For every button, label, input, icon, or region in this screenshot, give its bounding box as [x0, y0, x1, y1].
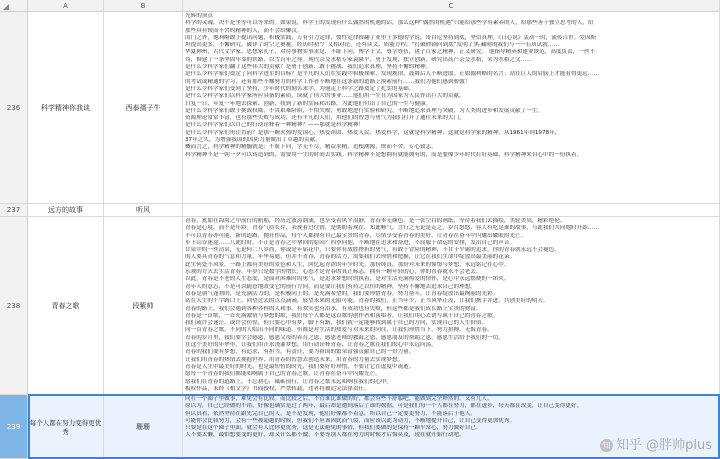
text-line: 科学精神不是一朝一夕可以铸造到的，需要用一生的时间去实践。科学精神不是想拥有就能拥有的，而是要像少年时代打好基础，科学精神来自心中的一份执着。	[185, 151, 583, 158]
text-line: 以此，青春是不老的人生态度，是面对困难时的勇气，是追求梦想时的执着，是对生活充满热爱的情怀，是心中永远燃烧的一团火。	[185, 276, 510, 283]
text-line: 是什么令科学家们敢于挑战权威，不畏艰难险阻，不怕失败，勇敢地进行实验和研究，不断地追求真理与突破，为人类的进步和发展贡献了一生。	[185, 107, 544, 114]
text-line: 是什么令科学家们奠定了向科学进军的目标？是平凡的人们在实践中积极探索、发现规律，鼓舞后人不断进取。正如伽利略的名言：站在巨人的肩膀上才能看得更远……	[185, 71, 599, 78]
text-line: 是什么令科学家们以自己的行动诠释着一种精神？——那就是科学精神！	[185, 122, 365, 129]
text-line: 日复一日，年复一年地去探索、创新，找到了新的实际和出路，为此他们付出了自己的一生与健康。	[185, 100, 432, 107]
corner-triangle-icon: ◢	[3, 2, 10, 11]
text-line: 步下山谷迷途……八此时时，不正是青春之中拿回的原因？四季向他，不断地在追求和奋进，不屈服于命运的安排，发出自己的声音。	[185, 239, 516, 246]
text-line: 青春的我们要有梦想，有追求，有担当，有责任，要为祖国的繁荣富强贡献自己的一份力量。	[185, 349, 415, 356]
text-line: 甘泉中的一丝清泉，无论何二八岁尚，你或是年届花甲，只要你有战胜挫折的勇气，有敢于冒险的精神，不甘于平庸的追求，你的青春就永远不会褪色。	[185, 247, 560, 254]
cell-b-236[interactable]: 西泰孺子牛	[104, 12, 183, 204]
cell-b-238[interactable]: 段紫帅	[104, 217, 183, 395]
text-line: 青春的路上，我们会遇到各种各样的人和事，有欢笑也有泪水，有成功也有失败，但这些都是我们成长路上宝贵的财富。	[185, 305, 482, 312]
cell-c-237[interactable]	[183, 204, 720, 217]
text-line: 是什么令科学家们翻了这些伟大的贡献？是勇于创新、敢于挑战、我们追求真理，坚持不懈的精神。	[185, 64, 432, 71]
cell-a-239[interactable]: 每个人都在努力变得更优秀	[28, 395, 104, 459]
text-line: 青春是朝气蓬勃的，是充满活力的，是积极向上的，是充满希望的。我们要珍惜青春，努力奋斗，让青春绽放出最绚丽的光彩。	[185, 290, 499, 297]
text-line: 国门之外，饱利略敢于提出问题，积极实践，万有引力定律，惯性定律推翻了亚里士多德的学说。哥白尼坚持到底，坚信真理。《日心说》轰动一时，流传百世。爱因斯	[185, 34, 597, 41]
text-line: 青春是心境，而不是年龄。青春气质长存，表现着过往情，是期盼着现在，知此畅气，言行之无论是走之，岁月悠悠，容人有吃是谁的故事，与此我们共同地时开始……	[185, 225, 599, 232]
text-line: 的人要具青春的气息和力量，年华易逝，但并不青春，青春的活力，需要我们去珍惜和把握，让它在我们生命中绽放出最美丽的花朵。	[185, 254, 516, 261]
text-line: 苟，修建了一条坚固牢靠的铁路，以雪百年之辱。现代杂交水稻专家袁隆平，勇于发现，独立创新，研究出高产杂交水稻，荣为水稻之父……	[185, 56, 532, 63]
text-line: 是什么令科学家们以科学家所应具备的素质，成就了伟大的事业……他们用一生在为国家为人民作出巨大的贡献。	[185, 93, 465, 100]
text-line: 愿我们在青春的道路上，不忘初心，砥砺前行，让青春之歌永远唱响在我们的心中。	[185, 378, 392, 385]
text-line: 但认真看，依然坚持在跟先完自己的人，是不是发现，他们好像都不着急，所以自己一定要更努力，不能落后于他人。	[185, 410, 476, 417]
text-line: 站在人生的十字路口上，回望过去的点点滴滴，展望未来的无限可能。青春的我们，正当年少，正当风华正茂，让我们携手并进，共创美好的明天。	[185, 298, 549, 305]
text-line: 我们或许会迷茫，或许会彷徨，但只要心中有梦，脚下有路，我们就一定能够找到属于自己的方向，实现自己的人生价值。	[185, 320, 488, 327]
text-line: 资源理论常常丰富，也有那些失败与成功，还有平凡的人们，用他们的智慧与勇气为我们打开了通往未来的大门。	[185, 115, 465, 122]
watermark-text: 知乎 @胖帅plus	[615, 438, 712, 453]
cell-a-236[interactable]: 科学精神你我谈	[28, 12, 104, 204]
text-line: 青春的岁月里，我们要学会感恩，感恩父母的养育之恩，感恩老师的教诲之恩，感恩朋友的帮助之恩，感恩生活给予我们的一切。	[185, 334, 504, 341]
text-line: 青春是一首歌，一首充满激情与梦想的歌，我们每个人都是这首歌的创作者和演唱者，让我们用心去谱写属于自己的青春之歌。	[185, 312, 499, 319]
text-line: 此生何处不风景，一路上都有美好的景色和人生，回忆起青涩的年少时光，那份纯真，那份对未来的憧憬与梦想，永远铭记在心中。	[185, 261, 510, 268]
column-header-c[interactable]: C	[183, 0, 720, 12]
watermark	[600, 434, 712, 453]
zhihu-logo-icon: 知	[600, 439, 613, 452]
text-line: 人不要太懒，最怕想要变的更好，却又什么都不做，不要等别人都在努力的时候才后悔莫及，现在就开始行动吧。	[185, 432, 465, 439]
text-line: 概而言之，科学精神的精髓就是：不耻下问，学无不尽，精益求精，追根溯源，锲而不舍，专心致志。	[185, 144, 437, 151]
text-line: 同在一个圈子里做事，难免会有比较。而比较之后，不管谁比谁做的好，都会有些不舒服吧。能做到完全释然的，又有几人。	[185, 396, 493, 402]
text-line: 同一首青春之歌，不同的人唱出不同的味道，但都是对生活的热爱与对未来的向往，让我们珍惜当下，努力拼搏，无悔青春。	[185, 327, 493, 334]
cell-b-237[interactable]: 听风	[104, 204, 183, 217]
text-line: 板权作品，未经《相文学》书面授权，严禁转载，违者将被追究法律责任。	[185, 385, 370, 392]
text-line: 青春，犹如在海海之中前行的航船，经历过波涛汹涌，也享受着风平浪静，青春本无颜色，是一张空白的画纸，等待着我们去描绘，美轮美奂，精彩绝伦。	[185, 218, 566, 224]
text-line: 不可以青春亦可能，新的道路，抛开作品，每个人都拥有自己最宝贵的青春，尽情享受着青春的美好，让青春在奋斗中闪耀出耀眼的光芒。	[185, 232, 527, 239]
row-header-239[interactable]: 239	[0, 395, 28, 459]
text-line: 是什么令科学家们勇往直前？是那一颗火热的爱国心，热爱祖国、热爱人民、热爱科学，这就是科学精神，这就是科学家的精神。从1961年到1978年，	[185, 129, 561, 136]
cell-b-239[interactable]: 珊珊	[104, 395, 183, 459]
cell-a-237[interactable]: 远方的故事	[28, 204, 104, 217]
select-all-corner[interactable]	[0, 0, 28, 12]
text-line: 坦提出更多，不懈研究，破译了时空之奥秘，经历时初“广义相对论，还有读义、质能方程。“打破砂锅问到底”发明了黑·藏晴的我们与一一石质试就……	[185, 42, 560, 49]
cell-c-238[interactable]	[183, 217, 720, 395]
text-line: 让我们用青春的热情去拥抱世界，用青春的智慧去创造未来，用青春的力量去实现梦想。	[185, 356, 404, 363]
cell-a-238[interactable]: 青春之歌	[28, 217, 104, 395]
text-line: 乐观的方式去生活青春，年岁只是数字的增长，心态才是青春的真正标志，拥有一颗年轻的心，你的青春就永不会老去。	[185, 269, 482, 276]
cell-c-236[interactable]	[183, 12, 720, 204]
text-line: 青春是人生中最美好的时光，也是最短暂的时光，我们要好好珍惜，不要让它在虚度中流逝。	[185, 363, 415, 370]
text-line: 愿每一个青春的我们都能唱响属于自己的青春之歌，让青春在奋斗中闪耀光芒。	[185, 371, 381, 378]
text-line: 华夏神州，古代文学家、思想家孔子，对待事物实事求是，不耻下问，博学于文，尊学尊伍，诸子百家之精神，正义研究。 他指导精英和建业规范，高度负责，一丝不	[185, 49, 596, 56]
text-line: 的考试或精通的学习，还有那些不懈努力的科学工作者不断地在这条新的道路上摸索前行……我们为他们感到骄傲！	[185, 78, 471, 85]
text-line: 那些具有锲而不舍的精神的人，而不会给懒汉。	[185, 27, 303, 34]
row-header-236[interactable]: 236	[0, 12, 28, 204]
text-line: 原以为，自己已经做的不错，好像也确实是过了两年，最后却是遭到落后了谁的数据，可是我们每一个人都在努力，都在进步，每天都在改变，让自己变得更好。	[185, 403, 583, 410]
text-line: 光辉的顶点	[185, 13, 213, 19]
text-line: 可能你会比我努力，会有一些被超越的时候，但我们不应该因此而气馁，而应该以此为动力，不断地提升自己，让自己变得更加优秀。	[185, 417, 516, 424]
column-header-a[interactable]: A	[28, 0, 104, 12]
text-line: 37年之久，为增强我国的国防力量做出了卓越的贡献。	[185, 137, 321, 144]
row-header-238[interactable]: 238	[0, 217, 28, 395]
column-header-b[interactable]: B	[104, 0, 183, 12]
text-line: 是什么令科学家们受到了坚持，少年时代的刻苦求学，为他走上科学之路奠定了扎实的基础。	[185, 85, 415, 92]
text-line: 青年人的意志，不是可以随意地改变它的前行方向，而是要让我们有持之以恒的精神，坚持不懈地去追求自己的理想。	[185, 283, 476, 290]
text-line: 只要是在这个圈子里面，就会有人比你更优秀，这是无法避免的事情，但我们要做的是保持一颗平常心，努力做好自己。	[185, 425, 482, 432]
text-line: 在这个美好的年华里，让我们用汗水浇灌梦想，用行动诠释青春，让青春之歌在我们的心中永远回荡。	[185, 342, 437, 349]
text-line: 科学的灵魂，决不是坐等可以等来的。如果说，科学上的发现有什么偶然的机遇的话，那么这种“偶然的机遇”只能给那些学有素养的人，给那些善于独立思考的人，给	[185, 20, 594, 27]
row-header-237[interactable]: 237	[0, 204, 28, 217]
